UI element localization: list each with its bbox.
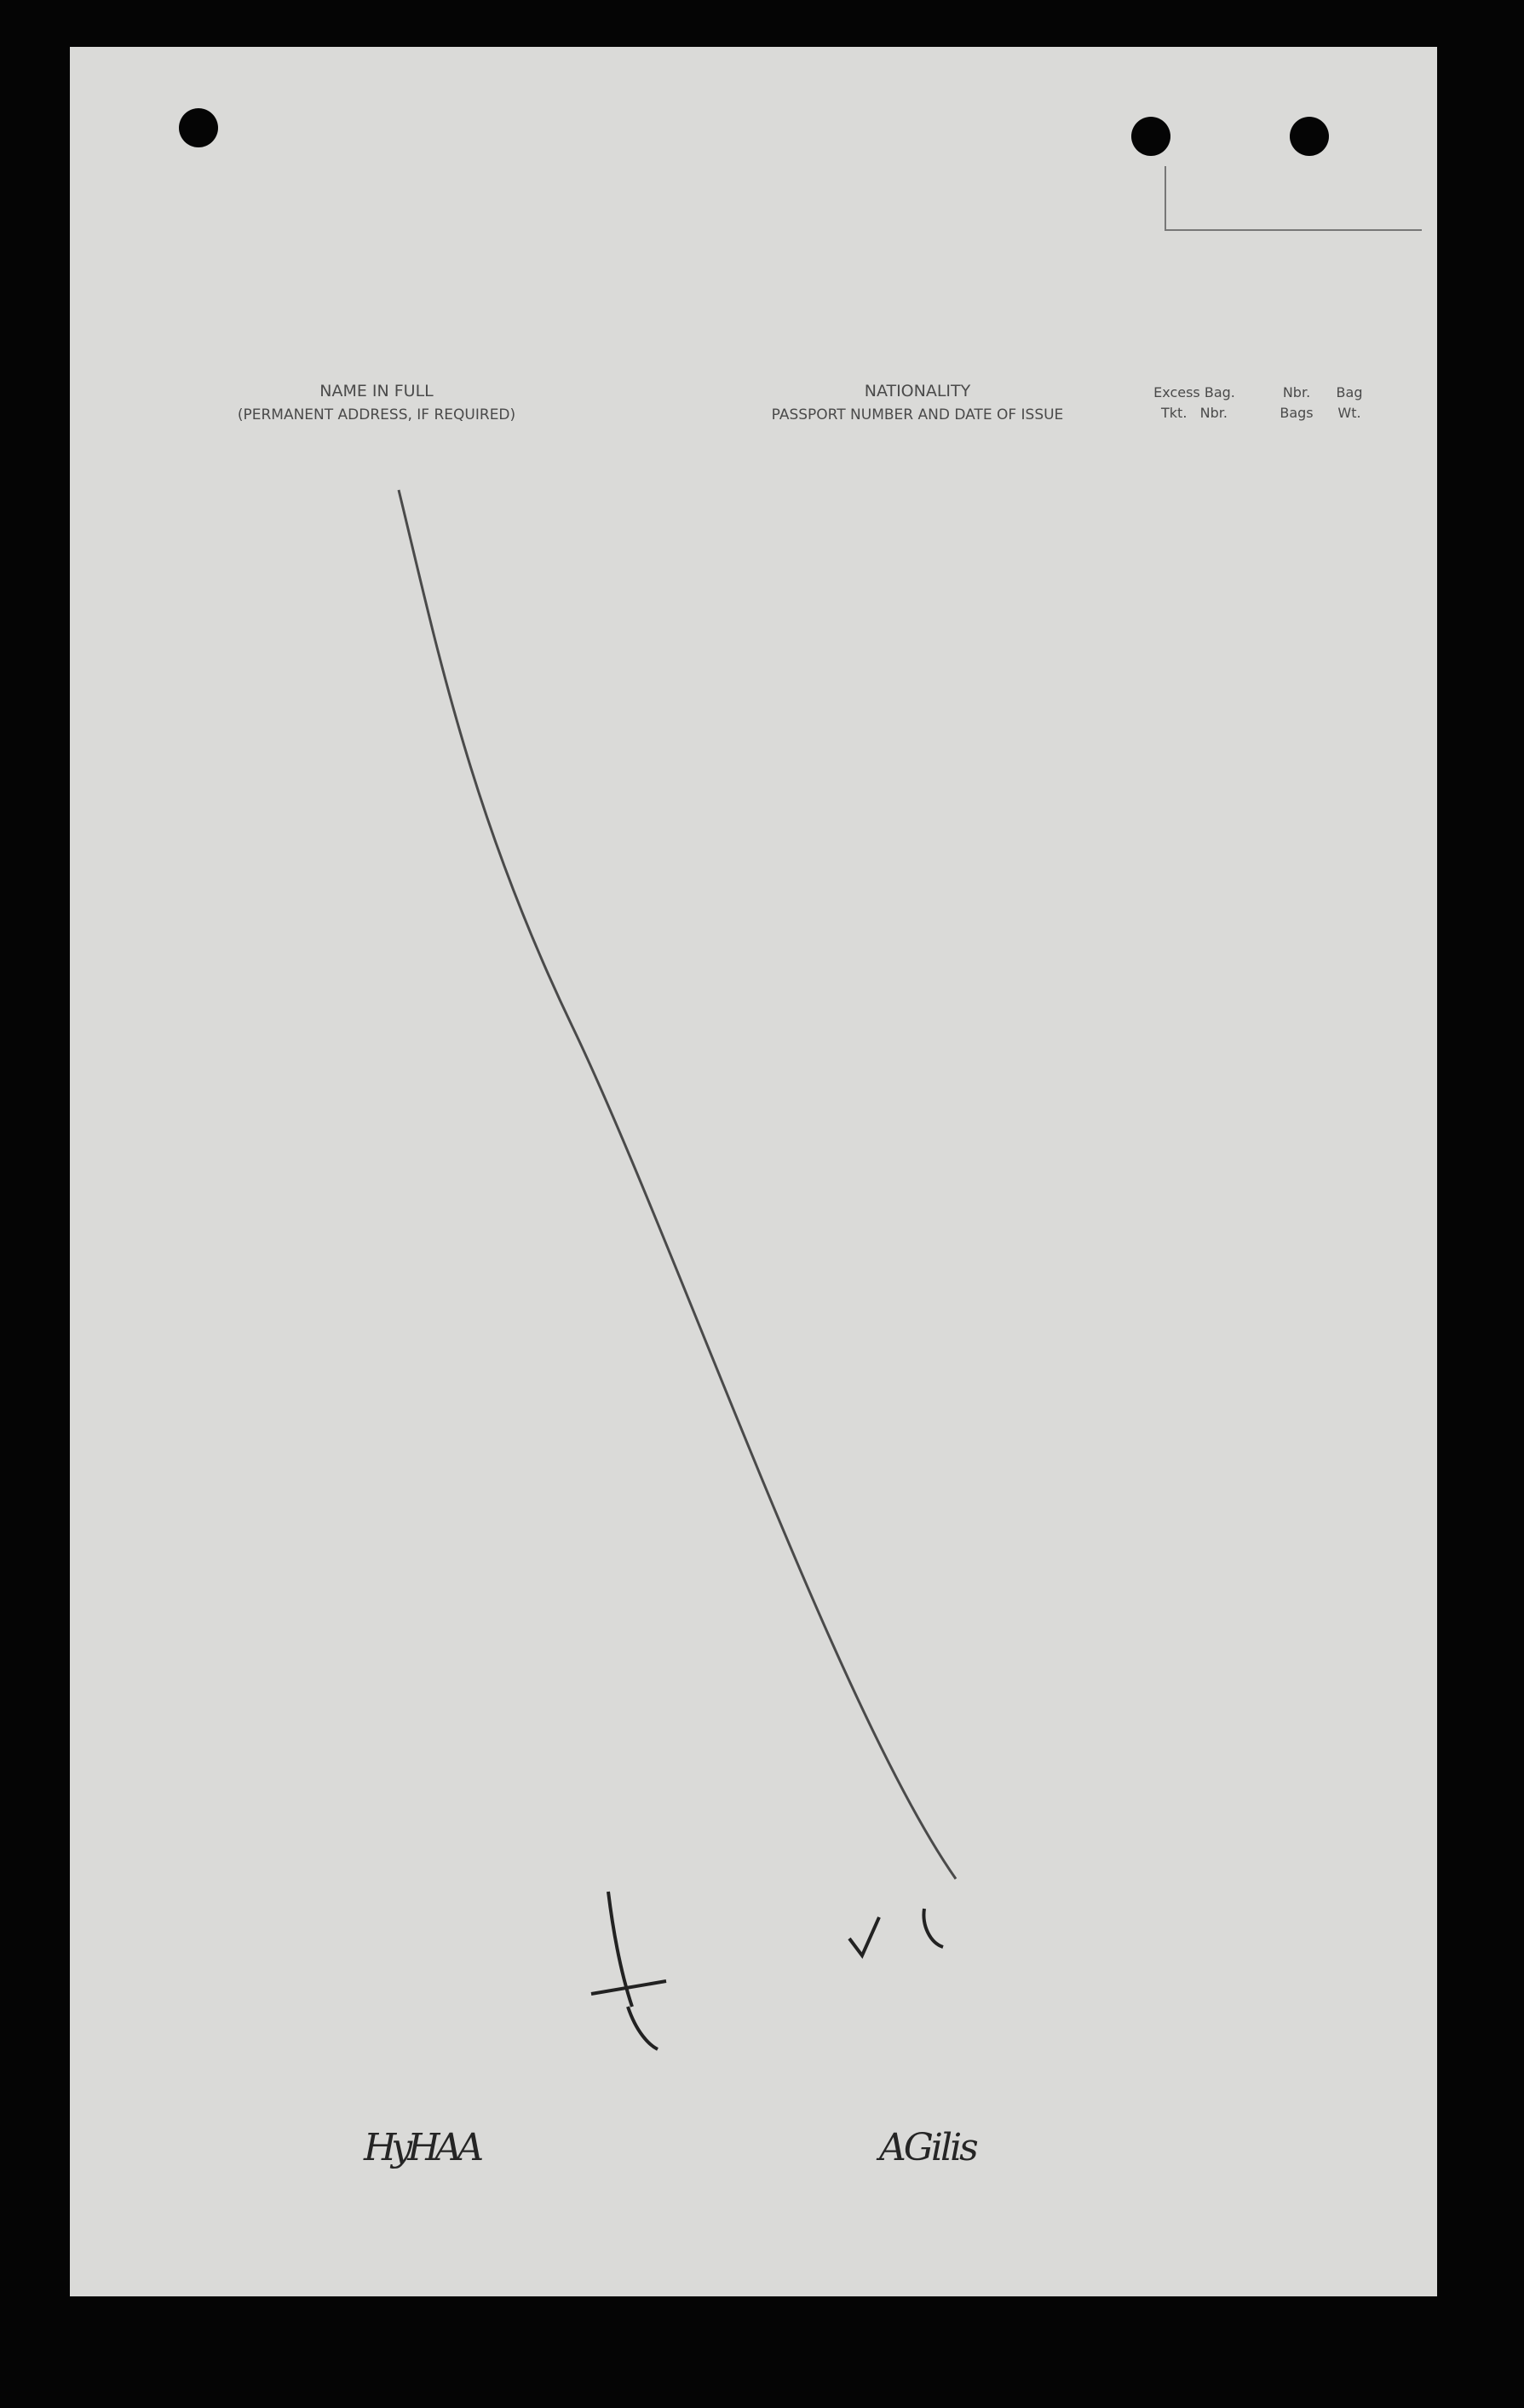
column-header-excess-line: Excess Bag. [1153,384,1235,400]
handwritten-signature-2: AGilis [879,2126,976,2169]
strike-line [399,490,956,1879]
column-header-name-sub: (PERMANENT ADDRESS, IF REQUIRED) [237,406,516,423]
handwritten-signature: HyHAA [364,2126,480,2169]
column-header-nationality-sub: PASSPORT NUMBER AND DATE OF ISSUE [771,406,1064,423]
checkmark-glyph [628,2007,658,2049]
column-header-weight-sub: Wt. [1337,405,1361,421]
checkmark-glyph [923,1909,943,1947]
manifest-page [70,47,1437,2296]
checkmark-glyph [849,1917,879,1956]
column-header-nationality-line: NATIONALITY [864,382,971,400]
diagonal-strike [70,47,1437,2296]
column-header-weight-line: Bag [1336,384,1363,400]
column-header-bags-line: Nbr. [1282,384,1311,400]
column-header-bags-sub: Bags [1280,405,1314,421]
column-header-name-line: NAME IN FULL [319,382,434,400]
column-header-excess-sub: Tkt. Nbr. [1161,405,1228,421]
checkmark-glyph [591,1892,666,2007]
